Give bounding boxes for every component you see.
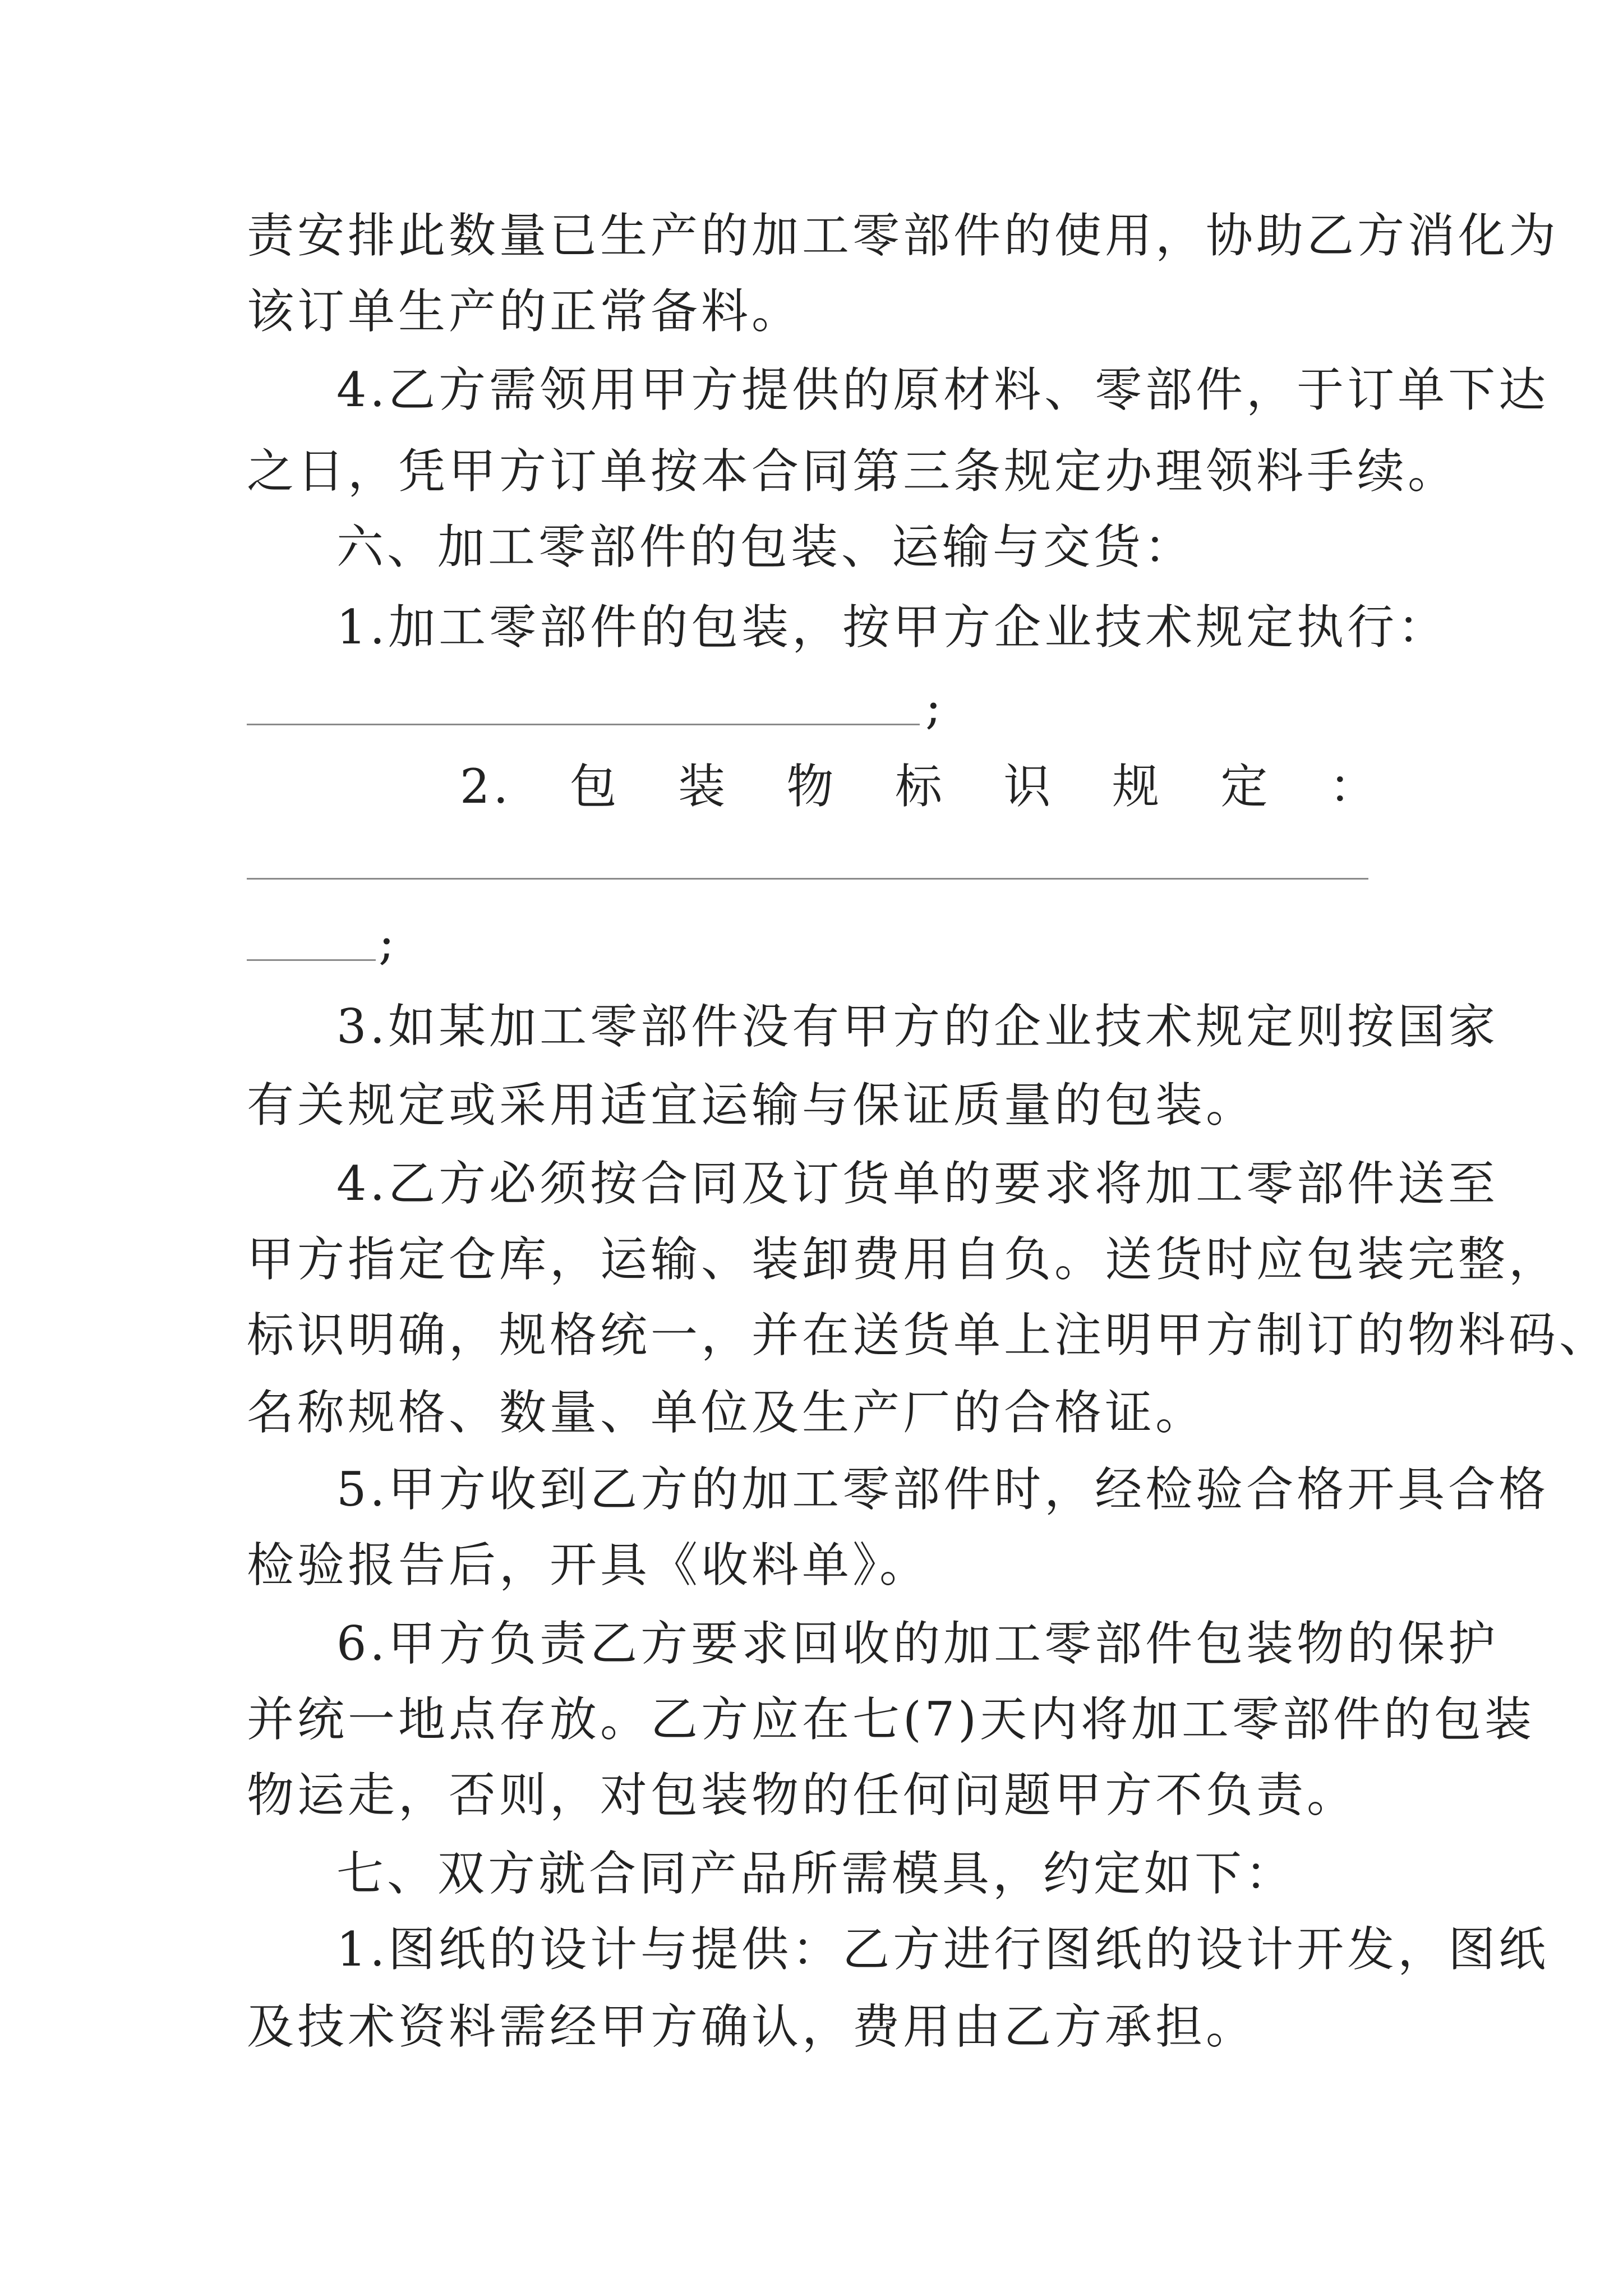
char: 规 <box>1112 759 1163 814</box>
text-line: 4.乙方必须按合同及订货单的要求将加工零部件送至 <box>336 1156 1499 1211</box>
char: ： <box>1329 759 1380 814</box>
text-line: 物运走，否则，对包装物的任何问题甲方不负责。 <box>247 1768 1358 1823</box>
char: 包 <box>569 759 620 814</box>
text-line: 并统一地点存放。乙方应在七(7)天内将加工零部件的包装 <box>247 1692 1535 1747</box>
text-line: 甲方指定仓库，运输、装卸费用自负。送货时应包装完整， <box>247 1232 1560 1287</box>
text-line: 1.加工零部件的包装，按甲方企业技术规定执行： <box>336 600 1449 655</box>
section-heading: 七、双方就合同产品所需模具，约定如下： <box>336 1846 1296 1901</box>
text-line: 标识明确，规格统一，并在送货单上注明甲方制订的物料码、 <box>247 1308 1610 1363</box>
text-line: 检验报告后，开具《收料单》。 <box>247 1538 930 1593</box>
char: 定 <box>1220 759 1271 814</box>
blank-fill-line <box>247 959 376 961</box>
justified-text-line <box>460 758 1380 815</box>
char: 2. <box>460 759 512 814</box>
text-line: 5.甲方收到乙方的加工零部件时，经检验合格开具合格 <box>336 1462 1550 1517</box>
text-line: 该订单生产的正常备料。 <box>247 284 803 339</box>
char: 标 <box>895 759 946 814</box>
section-heading: 六、加工零部件的包装、运输与交货： <box>336 519 1195 574</box>
blank-fill-line <box>247 724 920 725</box>
text-line: 1.图纸的设计与提供：乙方进行图纸的设计开发，图纸 <box>336 1922 1550 1977</box>
text-line: ; <box>379 915 398 970</box>
text-line: 之日，凭甲方订单按本合同第三条规定办理领料手续。 <box>247 444 1459 499</box>
text-line: 3.如某加工零部件没有甲方的企业技术规定则按国家 <box>336 999 1499 1054</box>
text-line: ; <box>925 679 945 734</box>
text-line: 6.甲方负责乙方要求回收的加工零部件包装物的保护 <box>336 1616 1499 1671</box>
char: 装 <box>678 759 729 814</box>
text-line: 责安排此数量已生产的加工零部件的使用，协助乙方消化为 <box>247 208 1560 263</box>
char: 识 <box>1003 759 1054 814</box>
text-line: 及技术资料需经甲方确认，费用由乙方承担。 <box>247 1999 1257 2054</box>
char: 物 <box>786 759 837 814</box>
text-line: 有关规定或采用适宜运输与保证质量的包装。 <box>247 1078 1257 1133</box>
blank-fill-line <box>247 878 1368 880</box>
text-line: 4.乙方需领用甲方提供的原材料、零部件，于订单下达 <box>336 362 1550 417</box>
text-line: 名称规格、数量、单位及生产厂的合格证。 <box>247 1385 1206 1440</box>
